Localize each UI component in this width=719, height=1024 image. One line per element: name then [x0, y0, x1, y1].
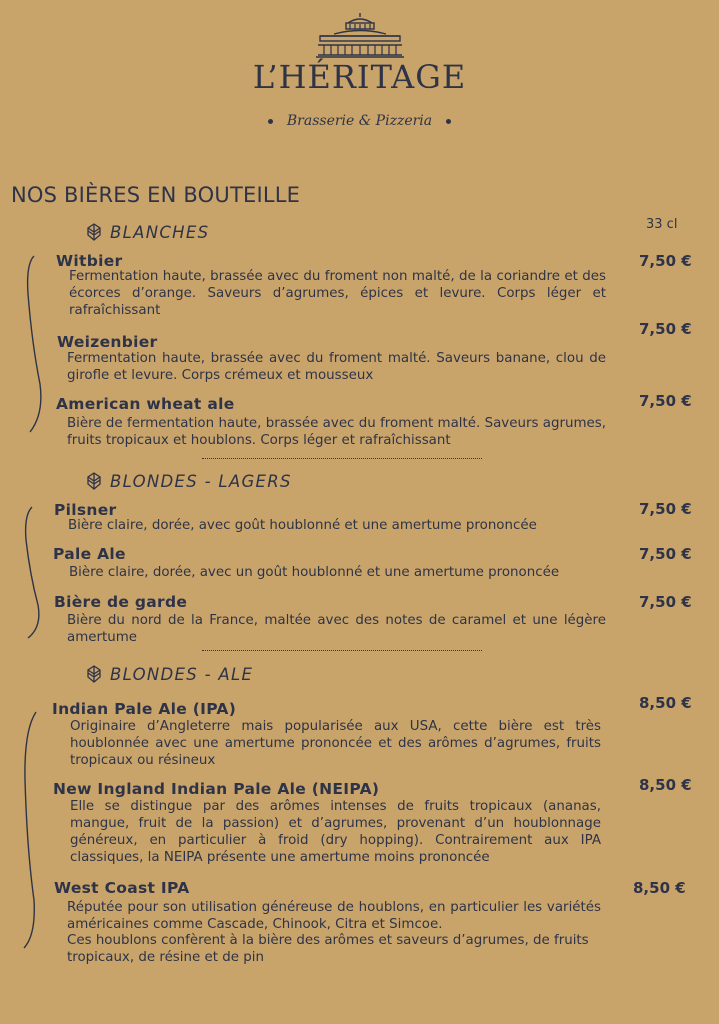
category-title: BLONDES - LAGERS	[110, 472, 292, 491]
tagline-row	[0, 113, 719, 129]
beer-price: 7,50 €	[639, 500, 692, 518]
hop-icon	[84, 222, 104, 242]
brace-decoration-icon	[22, 254, 48, 434]
beer-description: Bière du nord de la France, maltée avec des notes de caramel et une légère amertume	[67, 613, 606, 645]
brand-name: L’HÉRITAGE	[252, 58, 467, 96]
beer-price: 7,50 €	[639, 320, 692, 338]
brace-decoration-icon	[20, 710, 46, 950]
beer-name: Bière de garde	[54, 593, 188, 611]
beer-description: Bière claire, dorée, avec un goût houblonné et une amertume prononcée	[69, 565, 560, 580]
beer-name: Pilsner	[54, 501, 117, 519]
beer-name: New Ingland Indian Pale Ale (NEIPA)	[53, 780, 380, 798]
beer-price: 7,50 €	[639, 392, 692, 410]
beer-description-continued: Ces houblons confèrent à la bière des arômes et saveurs d’agrumes, de fruits tropicaux, de résine et de pin	[67, 933, 589, 965]
beer-name: American wheat ale	[56, 395, 235, 413]
dotted-separator	[202, 650, 482, 651]
category-heading	[84, 664, 253, 684]
section-title: NOS BIÈRES EN BOUTEILLE	[11, 183, 301, 207]
bullet-dot-icon	[446, 119, 451, 124]
hop-icon	[84, 471, 104, 491]
beer-name: Witbier	[56, 252, 123, 270]
dotted-separator	[202, 458, 482, 459]
bullet-dot-icon	[268, 119, 273, 124]
beer-description: Réputée pour son utilisation généreuse de houblons, en particulier les variétés américaines comme Cascade, Chinook, Citra et Simcoe.	[67, 900, 601, 932]
logo-building-icon	[314, 12, 406, 58]
category-heading	[84, 222, 209, 242]
beer-price: 8,50 €	[633, 879, 686, 897]
beer-description: Bière claire, dorée, avec goût houblonné et une amertume prononcée	[68, 518, 537, 533]
brace-decoration-icon	[20, 505, 46, 640]
tagline: Brasserie & Pizzeria	[286, 113, 433, 129]
beer-price: 7,50 €	[639, 252, 692, 270]
beer-price: 7,50 €	[639, 593, 692, 611]
category-title: BLANCHES	[110, 223, 210, 242]
beer-name: Pale Ale	[53, 545, 126, 563]
category-heading	[84, 471, 292, 491]
beer-price: 8,50 €	[639, 776, 692, 794]
size-label: 33 cl	[646, 217, 678, 232]
beer-name: West Coast IPA	[54, 879, 190, 897]
category-title: BLONDES - ALE	[110, 665, 254, 684]
beer-description: Elle se distingue par des arômes intenses de fruits tropicaux (ananas, mangue, fruit de la passion) et d’agrumes, provenant d’un houblonnage généreux, en particulier à froid (dry hopping). Contrairement aux IPA classiques, la NEIPA présente une amertume moins prononcée	[70, 799, 601, 865]
beer-name: Indian Pale Ale (IPA)	[52, 700, 237, 718]
beer-name: Weizenbier	[57, 333, 158, 351]
beer-price: 8,50 €	[639, 694, 692, 712]
beer-price: 7,50 €	[639, 545, 692, 563]
beer-description: Originaire d’Angleterre mais popularisée aux USA, cette bière est très houblonnée avec une amertume prononcée et des arômes d’agrumes, fruits tropicaux ou résineux	[70, 719, 601, 768]
beer-description: Fermentation haute, brassée avec du froment malté. Saveurs banane, clou de girofle et levure. Corps crémeux et mousseux	[67, 351, 606, 383]
beer-description: Bière de fermentation haute, brassée avec du froment malté. Saveurs agrumes, fruits tropicaux et houblons. Corps léger et rafraîchissant	[67, 416, 606, 448]
hop-icon	[84, 664, 104, 684]
beer-description: Fermentation haute, brassée avec du froment non malté, de la coriandre et des écorces d’orange. Saveurs d’agrumes, épices et levure. Corps léger et rafraîchissant	[69, 269, 606, 318]
